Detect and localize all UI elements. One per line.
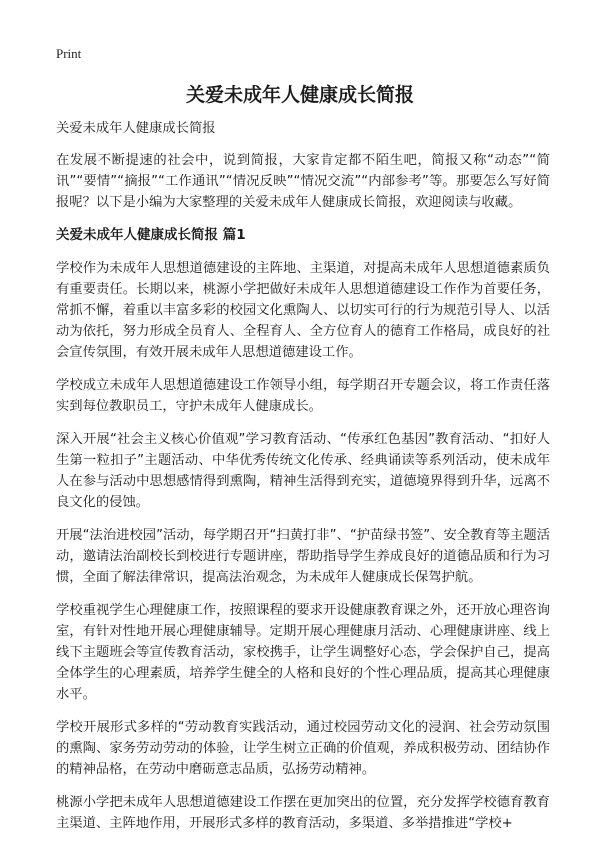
body-paragraph: 开展“法治进校园”活动，每学期召开“扫黄打非”、“护苗绿书签”、安全教育等主题活动，邀请法治副校长到校进行专题讲座，帮助指导学生养成良好的道德品质和行为习惯，全面了解法律常识，提高法治观念，为未成年人健康成长保驾护航。	[56, 528, 550, 585]
body-paragraph: 学校成立未成年人思想道德建设工作领导小组，每学期召开专题会议，将工作责任落实到每位教职员工，守护未成年人健康成长。	[56, 378, 550, 414]
document-title: 关爱未成年人健康成长简报	[185, 84, 414, 106]
document-subtitle: 关爱未成年人健康成长简报	[56, 121, 216, 136]
section-heading: 关爱未成年人健康成长简报 篇1	[56, 227, 246, 243]
intro-paragraph: 在发展不断提速的社会中，说到简报，大家肯定都不陌生吧，简报又称“动态”“简讯”“要情”“摘报”“工作通讯”“情况反映”“情况交流”“内部参考”等。那要怎么写好简报呢？以下是小编为大家整理的关爱未成年人健康成长简报，欢迎阅读与收藏。	[56, 153, 550, 210]
print-link[interactable]: Print	[56, 46, 82, 61]
body-paragraph: 深入开展“社会主义核心价值观”学习教育活动、“传承红色基因”教育活动、“扣好人生第一粒扣子”主题活动、中华优秀传统文化传承、经典诵读等系列活动，使未成年人在参与活动中思想感情得到熏陶，精神生活得到充实，道德境界得到升华，远离不良文化的侵蚀。	[56, 432, 550, 510]
body-paragraph: 学校重视学生心理健康工作，按照课程的要求开设健康教育课之外，还开放心理咨询室，有针对性地开展心理健康辅导。定期开展心理健康月活动、心理健康讲座、线上线下主题班会等宣传教育活动，家校携手，让学生调整好心态，学会保护自己，提高全体学生的心理素质，培养学生健全的人格和良好的个性心理品质，提高其心理健康水平。	[56, 603, 550, 702]
body-paragraph: 桃源小学把未成年人思想道德建设工作摆在更加突出的位置，充分发挥学校德育教育主渠道、主阵地作用，开展形式多样的教育活动，多渠道、多举措推进“学校+	[56, 795, 550, 831]
body-paragraph: 学校开展形式多样的“劳动教育实践活动，通过校园劳动文化的浸润、社会劳动氛围的熏陶、家务劳动劳动的体验，让学生树立正确的价值观，养成积极劳动、团结协作的精神品格，在劳动中磨砺意志品质，弘扬劳动精神。	[56, 720, 550, 777]
document-body	[56, 118, 550, 846]
body-paragraph: 学校作为未成年人思想道德建设的主阵地、主渠道，对提高未成年人思想道德素质负有重要责任。长期以来，桃源小学把做好未成年人思想道德建设工作作为首要任务，常抓不懈，着重以丰富多彩的校园文化熏陶人、以切实可行的行为规范引导人、以活动为依托，努力形成全员育人、全程育人、全方位育人的德育工作格局，成良好的社会宣传氛围，有效开展未成年人思想道德建设工作。	[56, 261, 550, 360]
